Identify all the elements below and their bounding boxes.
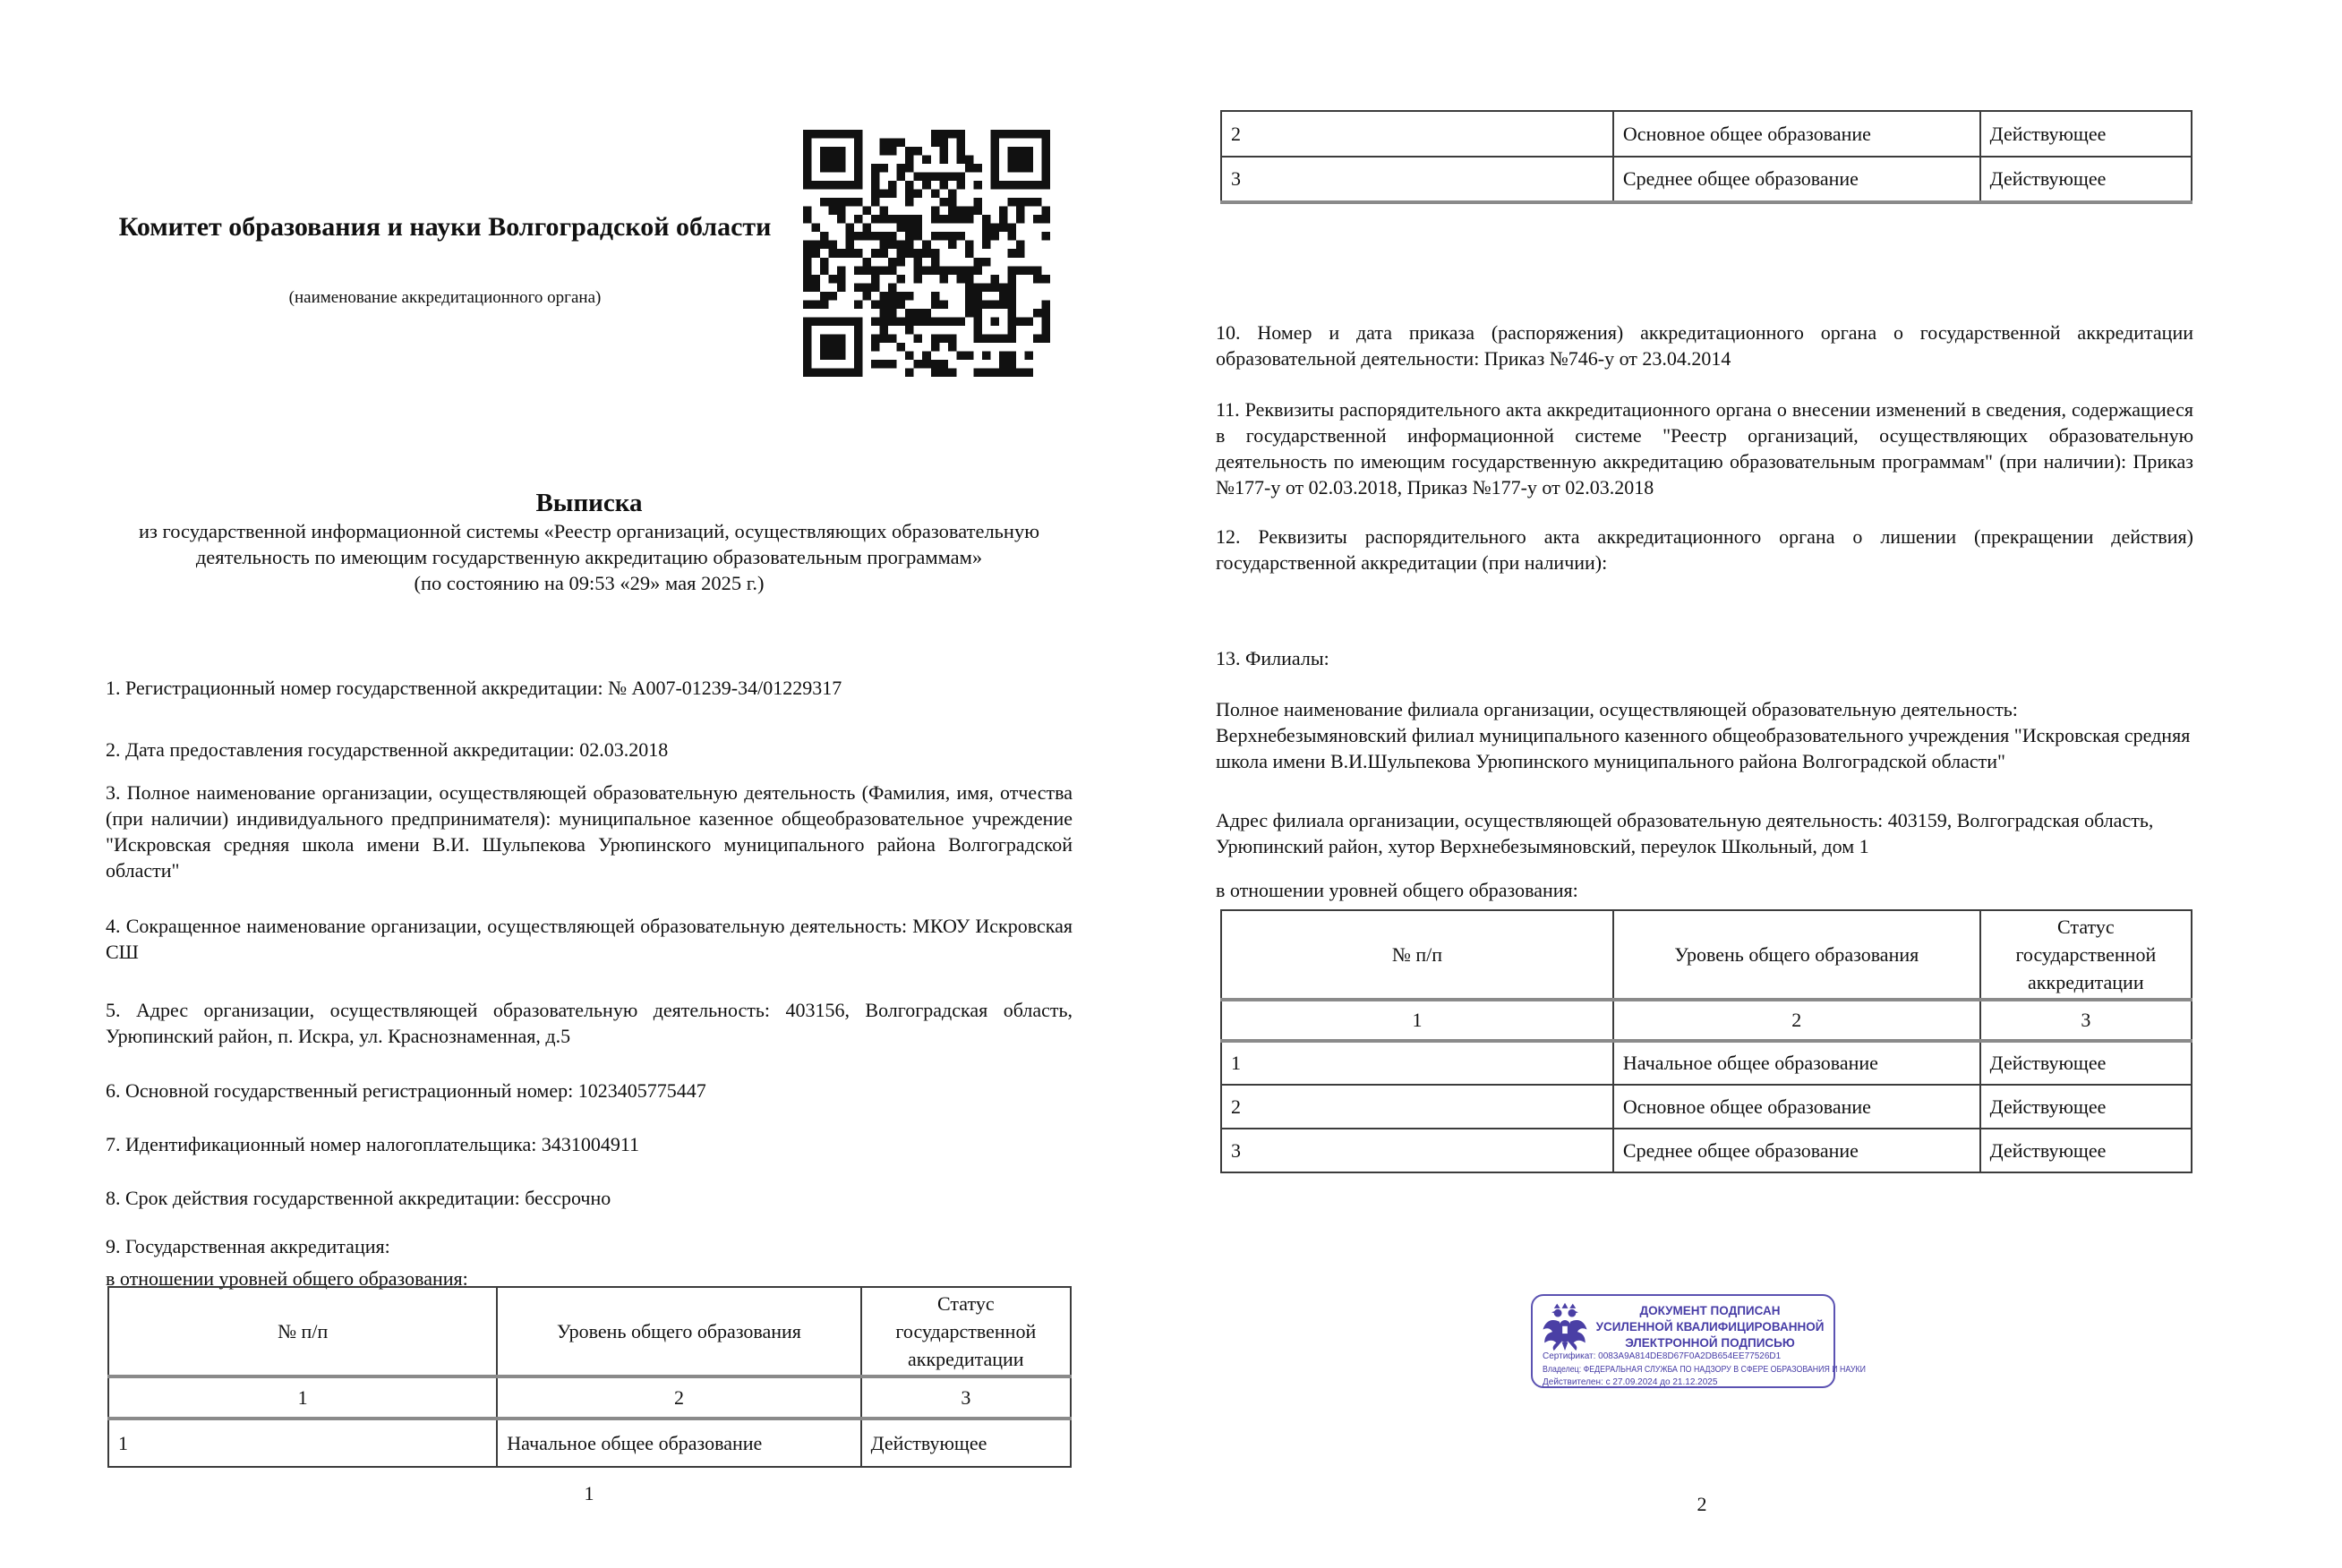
stamp-validity: Действителен: с 27.09.2024 до 21.12.2025 [1543,1377,1718,1387]
table-cell: 3 [1221,157,1613,202]
table-cell: Действующее [1980,1041,2192,1085]
table-cell: Действующее [1980,157,2192,202]
column-header: Статус государственной аккредитации [1980,910,2192,1000]
stamp-title-line2: УСИЛЕННОЙ КВАЛИФИЦИРОВАННОЙ [1595,1320,1825,1334]
levels-caption-page2: в отношении уровней общего образования: [1216,879,1578,901]
table-row [1221,111,2192,157]
column-header: Уровень общего образования [497,1287,860,1376]
table-cell: 1 [1221,1041,1613,1085]
item-4-organization-short-name: 4. Сокращенное наименование организации, осуществляющей образовательную деятельность: МКОУ Искровская СШ [106,915,1073,963]
table-cell: Начальное общее образование [497,1419,860,1467]
authority-name: Комитет образования и науки Волгоградской области [118,212,772,242]
table-cell: Действующее [1980,1129,2192,1172]
table-row [1221,1041,2192,1085]
authority-caption: (наименование аккредитационного органа) [288,288,602,307]
column-header: № п/п [108,1287,497,1376]
stamp-owner: Владелец: ФЕДЕРАЛЬНАЯ СЛУЖБА ПО НАДЗОРУ В СФЕРЕ ОБРАЗОВАНИЯ И НАУКИ [1543,1364,1866,1375]
column-header: № п/п [1221,910,1613,1000]
page-number-1: 1 [584,1482,594,1504]
column-number: 3 [861,1376,1071,1419]
document-title: Выписка [535,489,643,517]
branch-address: Адрес филиала организации, осуществляющей образовательную деятельность: 403159, Волгоградская область, Урюпинский район, хутор Верхнебезымяновский, переулок Школьный, дом 1 [1216,809,2154,857]
column-number: 2 [497,1376,860,1419]
item-1-registration-number: 1. Регистрационный номер государственной аккредитации: № А007-01239-34/01229317 [106,677,842,699]
stamp-title-line3: ЭЛЕКТРОННОЙ ПОДПИСЬЮ [1625,1336,1795,1350]
column-number: 2 [1613,1000,1980,1041]
item-8-validity-term: 8. Срок действия государственной аккредитации: бессрочно [106,1187,611,1209]
table-row [108,1419,1071,1467]
table-cell: Основное общее образование [1613,1085,1980,1129]
digital-signature-stamp [1531,1294,1866,1388]
column-number: 1 [1221,1000,1613,1041]
document-subtitle: из государственной информационной системы «Реестр организаций, осуществляющих образовательную деятельность по имеющим государственную аккредитацию образовательным программам» [138,520,1040,568]
page-number-2: 2 [1697,1493,1707,1515]
table-cell: Основное общее образование [1613,111,1980,157]
column-number: 3 [1980,1000,2192,1041]
levels-caption-page1: в отношении уровней общего образования: [106,1267,468,1290]
column-number: 1 [108,1376,497,1419]
levels-table-continued [1220,110,2192,204]
levels-table-page1 [107,1286,1072,1468]
branch-full-name: Полное наименование филиала организации, осуществляющей образовательную деятельность: Верхнебезымяновский филиал муниципального казенного общеобразовательного учреждения "Искровская средняя школа имени В.И.Шульпекова Урюпинского муниципального района Волгоградской области" [1216,698,2191,772]
stamp-details [1543,1351,1910,1390]
item-7-inn: 7. Идентификационный номер налогоплательщика: 3431004911 [106,1133,639,1155]
table-cell: 2 [1221,1085,1613,1129]
branch-levels-table [1220,909,2192,1173]
table-cell: 1 [108,1419,497,1467]
table-row [1221,1129,2192,1172]
table-cell: 2 [1221,111,1613,157]
table-cell: Действующее [1980,1085,2192,1129]
item-11-amendment-acts: 11. Реквизиты распорядительного акта аккредитационного органа о внесении изменений в сведения, содержащиеся в государственной информационной системе "Реестр организаций, осуществляющих образовательную деятельность по имеющим государственную аккредитацию образовательным программам" (при наличии): Приказ №177-у от 02.03.2018, Приказ №177-у от 02.03.2018 [1216,398,2193,499]
item-10-accreditation-order: 10. Номер и дата приказа (распоряжения) аккредитационного органа о государственной аккредитации образовательной деятельности: Приказ №746-у от 23.04.2014 [1216,321,2193,370]
stamp-title [1592,1303,1828,1351]
document-as-of-date: (по состоянию на 09:53 «29» мая 2025 г.) [414,572,765,594]
table-cell: Действующее [861,1419,1071,1467]
table-row [1221,157,2192,202]
item-9-state-accreditation: 9. Государственная аккредитация: [106,1235,390,1257]
item-12-revocation-acts: 12. Реквизиты распорядительного акта аккредитационного органа о лишении (прекращении действия) государственной аккредитации (при наличии): [1216,525,2193,574]
table-cell: Начальное общее образование [1613,1041,1980,1085]
item-3-organization-full-name: 3. Полное наименование организации, осуществляющей образовательную деятельность (Фамилия, имя, отчества (при наличии) индивидуального предпринимателя): муниципальное казенное общеобразовательное учреждение "Искровская средняя школа имени В.И. Шульпекова Урюпинского муниципального района Волгоградской области" [106,781,1073,882]
item-6-ogrn: 6. Основной государственный регистрационный номер: 1023405775447 [106,1079,706,1102]
item-5-organization-address: 5. Адрес организации, осуществляющей образовательную деятельность: 403156, Волгоградская область, Урюпинский район, п. Искра, ул. Краснознаменная, д.5 [106,999,1073,1047]
stamp-title-line1: ДОКУМЕНТ ПОДПИСАН [1639,1304,1781,1317]
table-row [1221,1085,2192,1129]
qr-code [803,130,1050,377]
table-cell: Действующее [1980,111,2192,157]
column-header: Уровень общего образования [1613,910,1980,1000]
stamp-certificate: Сертификат: 0083A9A814DE8D67F0A2DB654EE77526D1 [1543,1351,1782,1361]
item-2-accreditation-date: 2. Дата предоставления государственной аккредитации: 02.03.2018 [106,738,669,761]
table-cell: 3 [1221,1129,1613,1172]
table-cell: Среднее общее образование [1613,157,1980,202]
column-header: Статус государственной аккредитации [861,1287,1071,1376]
coat-of-arms-icon [1541,1301,1589,1356]
table-cell: Среднее общее образование [1613,1129,1980,1172]
item-13-branches: 13. Филиалы: [1216,647,1329,669]
